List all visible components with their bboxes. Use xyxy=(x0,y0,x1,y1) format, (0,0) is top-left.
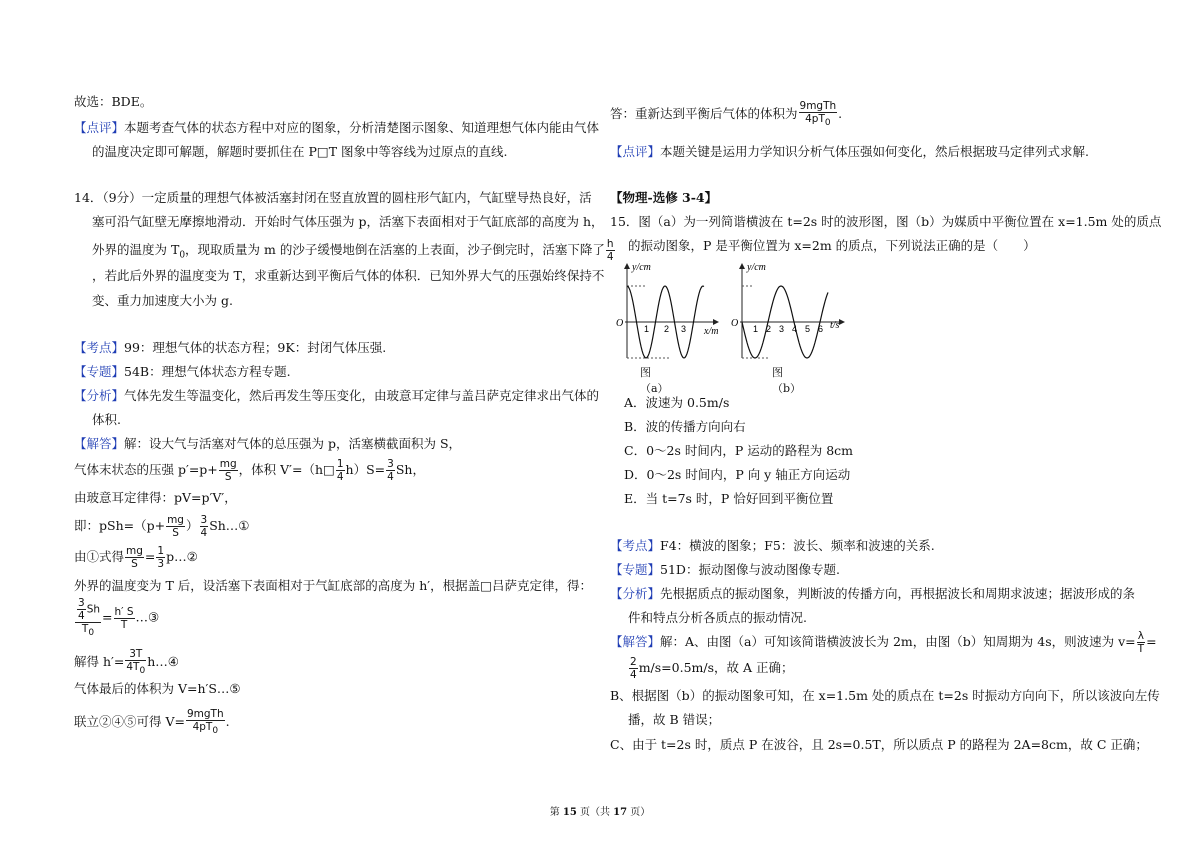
fenxi-text-1: 先根据质点的振动图象，判断波的传播方向，再根据波长和周期求波速；据波形成的条 xyxy=(660,586,1136,601)
fig-a-tick-2: 2 xyxy=(664,324,670,334)
fenxi-line xyxy=(610,586,1135,602)
eq1-frac3 xyxy=(386,458,395,483)
fenxi-text-2: 件和特点分析各质点的振动情况. xyxy=(628,610,807,625)
eq3-b: ） xyxy=(185,518,199,533)
eq-8: 气体最后的体积为 V=h′S…⑤ xyxy=(74,681,241,696)
fig-b-tick-3: 3 xyxy=(779,324,785,334)
fig-a-xlabel: x/m xyxy=(704,326,719,337)
frac-num: h xyxy=(606,238,614,250)
eq6-left-num xyxy=(75,597,101,623)
jieda-line-3: B、根据图（b）的振动图象可知，在 x=1.5m 处的质点在 t=2s 时振动方向向下，所以该波向左传 xyxy=(610,688,1160,703)
frac-num: mg xyxy=(167,514,184,526)
fig-b-tick-5: 5 xyxy=(805,324,811,334)
eq1-d: Sh， xyxy=(395,462,425,477)
fig-a-tick-3: 3 xyxy=(681,324,687,334)
eq-9 xyxy=(74,708,230,737)
frac-num: 1 xyxy=(157,545,165,557)
eq7-b: h…④ xyxy=(147,654,179,670)
eq6-inner-frac xyxy=(77,597,86,622)
q14-line-3-c: ，现取质量为 m 的沙子缓慢地倒在活塞的上表面，沙子倒完时，活塞下降了 xyxy=(185,242,605,257)
eq4-frac2 xyxy=(156,545,165,570)
frac-den: 4 xyxy=(336,471,344,483)
q14-line-4: ，若此后外界的温度变为 T，求重新达到平衡后气体的体积．已知外界大气的压强始终保持不 xyxy=(92,268,605,283)
jieda-line xyxy=(74,436,461,452)
eq6-c: …③ xyxy=(135,609,160,625)
eq7-sub: 0 xyxy=(139,666,146,677)
zhuanti-line xyxy=(610,562,840,578)
eq-4 xyxy=(74,545,198,570)
frac-den xyxy=(799,113,838,129)
footer-a: 第 xyxy=(549,807,563,818)
eq4-frac1 xyxy=(125,545,144,570)
frac-den xyxy=(125,661,146,677)
q14-line-3-a: 外界的温度为 T xyxy=(92,242,180,257)
page-footer xyxy=(0,803,1200,818)
kaodian-tag: 【考点】 xyxy=(74,340,125,355)
frac-den: 4 xyxy=(78,610,85,622)
fenxi-tag: 【分析】 xyxy=(74,388,125,403)
eq1-c: h）S= xyxy=(345,462,386,477)
eq7-frac xyxy=(125,648,146,677)
footer-b: 页（共 xyxy=(576,807,614,818)
section-title: 【物理-选修 3-4】 xyxy=(610,190,718,205)
option-b: B．波的传播方向向右 xyxy=(624,419,746,434)
q14-line-1: 14．（9分）一定质量的理想气体被活塞封闭在竖直放置的圆柱形气缸内，气缸壁导热良好，活 xyxy=(74,190,592,205)
frac-num: mg xyxy=(219,458,237,470)
zhuanti-text: 54B：理想气体状态方程专题. xyxy=(124,364,291,379)
jieda-frac2 xyxy=(629,656,638,681)
frac-num: 3 xyxy=(200,514,208,526)
eq3-a: 即：pSh=（p+ xyxy=(74,518,166,533)
q14-sub: 0 xyxy=(179,250,186,261)
frac-num: mg xyxy=(126,545,143,557)
jieda-line-5: C、由于 t=2s 时，质点 P 在波谷，且 2s=0.5T，所以质点 P 的路程为 2A=8cm，故 C 正确； xyxy=(610,737,1148,752)
eq3-c: Sh…① xyxy=(209,518,250,533)
option-d: D．0～2s 时间内，P 向 y 轴正方向运动 xyxy=(624,467,851,482)
jieda-line-4: 播，故 B 错误； xyxy=(628,712,721,727)
review-paragraph xyxy=(74,120,599,136)
eq4-b: = xyxy=(144,549,156,564)
answer-frac xyxy=(799,100,838,129)
kaodian-line xyxy=(610,538,935,554)
frac-num: 9mgTh xyxy=(799,100,837,112)
eq3-frac1 xyxy=(166,514,185,539)
jieda-tag: 【解答】 xyxy=(74,436,125,451)
fig-a-tick-1: 1 xyxy=(644,324,650,334)
eq7-a: 解得 h′= xyxy=(74,654,125,670)
eq1-frac2 xyxy=(336,458,345,483)
eq6-sh: Sh xyxy=(86,603,101,616)
fenxi-tag: 【分析】 xyxy=(610,586,661,601)
eq1-b: ，体积 V′=（h□ xyxy=(238,462,335,477)
option-e: E．当 t=7s 时，P 恰好回到平衡位置 xyxy=(624,491,834,506)
jieda-text-2: m/s=0.5m/s，故 A 正确； xyxy=(638,660,794,675)
fenxi-line xyxy=(74,388,599,404)
frac-den: S xyxy=(131,558,138,570)
q15-line-2: 的振动图象，P 是平衡位置为 x=2m 的质点，下列说法正确的是（ ） xyxy=(628,238,1036,253)
frac-den: 4 xyxy=(387,471,394,483)
eq6-left-den xyxy=(75,623,101,639)
jieda-line-2 xyxy=(628,656,793,681)
eq6-right-frac xyxy=(114,606,135,631)
frac-den xyxy=(186,721,225,737)
eq9-a: 联立②④⑤可得 V= xyxy=(74,714,185,730)
fig-b-tick-2: 2 xyxy=(766,324,772,334)
fig-b-tick-4: 4 xyxy=(792,324,798,334)
eq6-left-frac xyxy=(75,597,101,639)
answer-line xyxy=(610,100,842,129)
fig-b-xlabel: t/s xyxy=(830,320,840,331)
eq-boyle: 由玻意耳定律得：pV=p′V′， xyxy=(74,490,237,505)
answer-den: 4pT xyxy=(805,113,825,125)
footer-total: 17 xyxy=(613,807,628,818)
review-line xyxy=(610,144,1089,160)
frac-num: 9mgTh xyxy=(186,708,224,720)
answer-choice-line: 故选：BDE。 xyxy=(74,94,153,109)
fig-b-caption: 图（b） xyxy=(772,366,802,395)
fig-a-caption: 图（a） xyxy=(640,366,669,395)
eq6-equals: = xyxy=(102,609,113,625)
eq-7 xyxy=(74,648,179,677)
frac-num: 1 xyxy=(336,458,344,470)
fenxi-text-2: 体积. xyxy=(92,412,121,427)
frac-den: 4 xyxy=(630,669,637,681)
frac-num: 3T xyxy=(125,648,146,661)
frac-num: h′ S xyxy=(114,605,134,618)
option-a: A．波速为 0.5m/s xyxy=(624,395,730,410)
jieda-text-1: 解：A、由图（a）可知该简谐横波波长为 2m，由图（b）知周期为 4s，则波速为 v= xyxy=(660,634,1136,649)
jieda-text-1: 解：设大气与活塞对气体的总压强为 p，活塞横截面积为 S， xyxy=(124,436,462,451)
frac-den: T xyxy=(120,618,128,631)
eq7-den: 4T xyxy=(126,661,140,673)
eq6-sub: 0 xyxy=(88,628,95,639)
review-tag: 【点评】 xyxy=(74,120,125,135)
frac-den: T xyxy=(1137,643,1145,655)
zhuanti-tag: 【专题】 xyxy=(74,364,125,379)
figure-a xyxy=(616,262,718,358)
frac-num: λ xyxy=(1137,630,1144,642)
eq4-c: p…② xyxy=(166,549,198,564)
footer-c: 页） xyxy=(627,807,651,818)
eq9-den: 4pT xyxy=(192,721,213,733)
answer-text: 答：重新达到平衡后气体的体积为 xyxy=(610,106,798,122)
answer-sub: 0 xyxy=(824,118,831,129)
zhuanti-line xyxy=(74,364,291,380)
review-text-1: 本题考查气体的状态方程中对应的图象，分析清楚图示图象、知道理想气体内能由气体 xyxy=(124,120,600,135)
option-c: C．0～2s 时间内，P 运动的路程为 8cm xyxy=(624,443,854,458)
q15-line-1: 15．图（a）为一列简谐横波在 t=2s 时的波形图，图（b）为媒质中平衡位置在 x=1.5m 处的质点 xyxy=(610,214,1162,229)
kaodian-line xyxy=(74,340,386,356)
q14-line-5: 变、重力加速度大小为 g. xyxy=(92,293,233,308)
kaodian-text: 99：理想气体的状态方程；9K：封闭气体压强. xyxy=(124,340,387,355)
q14-line-3 xyxy=(92,238,616,264)
frac-den: 4 xyxy=(606,251,614,263)
frac-den: 3 xyxy=(157,558,165,570)
jieda-eq: = xyxy=(1146,634,1157,649)
eq-5-text: 外界的温度变为 T 后，设活塞下表面相对于气缸底部的高度为 h′，根据盖□吕萨克定律，得： xyxy=(74,578,592,593)
eq1-a: 气体末状态的压强 p′=p+ xyxy=(74,462,218,477)
fenxi-text-1: 气体先发生等温变化，然后再发生等压变化，由玻意耳定律与盖吕萨克定律求出气体的 xyxy=(124,388,600,403)
jieda-frac1 xyxy=(1137,630,1145,655)
review-text-2: 的温度决定即可解题，解题时要抓住在 P□T 图象中等容线为过原点的直线. xyxy=(92,144,508,159)
kaodian-text: F4：横波的图象；F5：波长、频率和波速的关系. xyxy=(660,538,935,553)
review-tag: 【点评】 xyxy=(610,144,661,159)
fig-b-ylabel: y/cm xyxy=(747,262,766,273)
zhuanti-tag: 【专题】 xyxy=(610,562,661,577)
eq9-sub: 0 xyxy=(212,726,219,737)
frac-num: 2 xyxy=(630,656,637,668)
frac-num: 3 xyxy=(78,597,85,609)
review-text: 本题关键是运用力学知识分析气体压强如何变化，然后根据玻马定律列式求解. xyxy=(660,144,1089,159)
kaodian-tag: 【考点】 xyxy=(610,538,661,553)
eq4-a: 由①式得 xyxy=(74,549,125,564)
zhuanti-text: 51D：振动图像与波动图像专题. xyxy=(660,562,840,577)
frac-den: S xyxy=(224,471,232,483)
fig-a-ylabel: y/cm xyxy=(632,262,651,273)
jieda-tag: 【解答】 xyxy=(610,634,661,649)
frac-den: S xyxy=(172,527,179,539)
eq9-b: . xyxy=(225,714,230,730)
q14-line-2: 塞可沿气缸壁无摩擦地滑动．开始时气体压强为 p，活塞下表面相对于气缸底部的高度为 h， xyxy=(92,214,604,229)
figure-b xyxy=(731,262,844,358)
eq-final-state xyxy=(74,458,425,483)
eq-3 xyxy=(74,514,250,539)
frac-den: 4 xyxy=(200,527,208,539)
footer-page: 15 xyxy=(562,807,577,818)
eq3-frac2 xyxy=(200,514,209,539)
eq1-frac1 xyxy=(219,458,238,483)
eq9-frac xyxy=(186,708,225,737)
jieda-line xyxy=(610,630,1157,655)
fig-b-tick-1: 1 xyxy=(753,324,759,334)
eq6-t: T xyxy=(81,623,89,635)
answer-end: . xyxy=(838,106,843,122)
frac-num: 3 xyxy=(387,458,394,470)
fig-a-origin: O xyxy=(616,318,624,329)
fig-b-tick-6: 6 xyxy=(818,324,824,334)
fig-b-origin: O xyxy=(731,318,739,329)
eq-6 xyxy=(74,597,159,639)
